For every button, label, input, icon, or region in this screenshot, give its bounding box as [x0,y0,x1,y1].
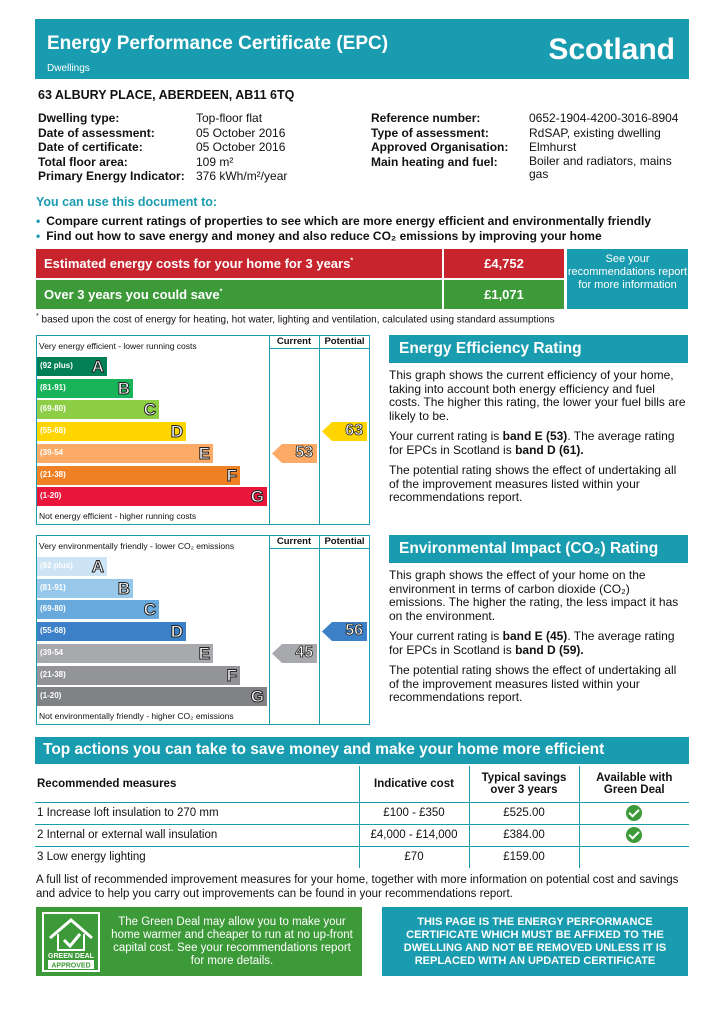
full-list-note: A full list of recommended improvement measures for your home, together with more information on potential cost and savings and advice to help you carry out improvements can be found in your recommendations report. [36,874,679,900]
measure-cell: 3 Low energy lighting [37,851,146,864]
usage-bullets [36,214,651,244]
current-column-header: Current [276,536,312,547]
document-title: Energy Performance Certificate (EPC) [47,33,389,54]
current-band: band E (53) [502,429,568,443]
estimated-costs-label [36,249,442,278]
logo-text-line2: APPROVED [51,962,91,970]
potential-column-header: Potential [324,536,365,547]
band-letter: E [198,643,210,663]
detail-value: 05 October 2016 [196,140,286,154]
graph-divider [269,535,270,725]
average-band: band D (59). [515,642,584,657]
asterisk: * [219,288,223,296]
band-a [37,557,107,576]
column-header: Indicative cost [359,766,469,802]
graph-divider [269,335,270,525]
graph-bottom-label: Not energy efficient - higher running costs [39,511,197,521]
band-letter: A [91,357,104,376]
band-range: (81-91) [40,382,66,392]
graph-divider [319,335,320,525]
text-run: Your current rating is [389,629,503,643]
region-label: Scotland [548,33,675,66]
detail-row [38,126,287,141]
detail-value: Elmhurst [529,140,577,154]
band-g [37,487,267,506]
detail-value: 05 October 2016 [196,125,286,140]
rating-paragraph: The potential rating shows the effect of undertaking all of the improvement measures listed within your recommendations report. [389,463,677,504]
current-column-header: Current [276,336,312,347]
current-rating-arrow [272,644,317,663]
potential-rating-arrow [322,422,367,441]
environmental-rating-text [389,569,687,712]
detail-label: Approved Organisation: [371,140,509,154]
rating-value: 45 [295,643,313,661]
graph-top-label: Very environmentally friendly - lower CO₂ emissions [39,541,235,551]
energy-rating-text [389,369,687,512]
detail-label: Date of assessment: [38,125,155,140]
band-letter: C [143,400,156,420]
graph-bottom-label: Not environmentally friendly - higher CO₂ emissions [39,711,234,721]
logo-text-line1: GREEN DEAL [48,953,94,960]
bullet-icon: • [36,229,41,243]
rating-paragraph [389,430,687,457]
band-letter: A [91,557,104,576]
green-deal-box [36,907,362,976]
detail-value: 0652-1904-4200-3016-8904 [529,111,679,125]
check-icon [626,827,642,843]
band-letter: B [117,378,130,398]
band-g [37,687,267,706]
rating-paragraph: This graph shows the effect of your home on the environment in terms of carbon dioxide (CO₂) emissions. The higher the rating, the less impact it has on the environment. [389,568,679,623]
column-header: Recommended measures [35,766,359,802]
savings-value: £1,071 [444,280,564,309]
detail-row [38,140,287,155]
band-c [37,400,159,419]
detail-row [38,111,287,126]
graph-header-line [269,348,370,349]
band-f [37,666,240,685]
band-range: (69-80) [40,404,66,414]
savings-cell: £384.00 [469,824,579,846]
text-run: . The average rating for EPCs in Scotland is [389,629,675,657]
see-recommendations-note: See your recommendations report for more information [567,249,688,309]
cost-cell: £4,000 - £14,000 [359,824,469,846]
band-range: (21-38) [40,469,66,479]
band-e [37,644,213,663]
check-icon [626,805,642,821]
rating-value: 63 [345,422,363,440]
cost-cell: £100 - £350 [359,802,469,824]
text-run: . The average rating for EPCs in Scotland is [389,429,675,457]
detail-row [371,126,691,141]
column-header: Available with Green Deal [579,766,689,802]
savings-cell: £525.00 [469,802,579,824]
band-range: (39-54 [40,447,64,457]
band-letter: G [250,487,264,507]
rating-paragraph: This graph shows the current efficiency of your home, taking into account both energy efficiency and fuel costs. The higher this rating, the lower your fuel bills are likely to be. [389,368,686,423]
cost-cell: £70 [359,846,469,868]
band-letter: G [250,687,264,707]
detail-row [38,169,287,184]
band-a [37,357,107,376]
band-range: (39-54 [40,647,64,657]
band-range: (21-38) [40,669,66,679]
graph-top-label: Very energy efficient - lower running costs [39,341,197,351]
estimated-costs-value: £4,752 [444,249,564,278]
bullet-item [36,229,651,244]
band-range: (55-68) [40,626,66,636]
rating-value: 53 [295,443,313,461]
detail-value: Top-floor flat [196,111,263,125]
table-row [35,824,689,846]
green-deal-text: The Green Deal may allow you to make your home warmer and cheaper to run at no up-front capital cost. See your recommendations report for more details. [111,916,353,967]
detail-label: Primary Energy Indicator: [38,169,185,183]
text-run: Your current rating is [389,429,503,443]
bullet-text: Compare current ratings of properties to see which are more energy efficient and environmentally friendly [46,214,652,228]
detail-label: Main heating and fuel: [371,154,498,169]
detail-row [371,111,691,126]
detail-label: Dwelling type: [38,111,120,125]
graph-header-line [269,548,370,549]
rating-value: 56 [345,622,363,640]
detail-value: RdSAP, existing dwelling [529,125,661,140]
detail-label: Type of assessment: [371,125,489,140]
estimated-costs-text: Estimated energy costs for your home for 3 years [44,256,351,271]
potential-column-header: Potential [324,336,365,347]
column-header: Typical savings over 3 years [469,766,579,802]
table-row [35,802,689,824]
detail-label: Total floor area: [38,154,128,169]
graph-divider [319,535,320,725]
band-letter: D [170,422,183,442]
asterisk: * [36,313,39,320]
green-deal-logo [42,912,100,972]
band-range: (92 plus) [40,361,73,370]
current-band: band E (45) [502,629,568,643]
document-subtitle: Dwellings [47,63,90,74]
bullet-item [36,214,651,229]
details-right [371,111,691,181]
header-banner [35,19,689,79]
band-range: (55-68) [40,426,66,436]
band-range: (69-80) [40,604,66,614]
savings-text: Over 3 years you could save [44,287,220,302]
savings-cell: £159.00 [469,846,579,868]
band-letter: F [226,665,237,685]
table-row [35,846,689,868]
band-b [37,579,133,598]
recommended-measures-table [35,766,689,868]
cost-footnote [36,313,555,325]
green-deal-cell [579,846,689,868]
top-actions-title: Top actions you can take to save money and make your home more efficient [35,737,689,764]
band-letter: E [198,443,210,463]
average-band: band D (61). [515,442,584,457]
property-address: 63 ALBURY PLACE, ABERDEEN, AB11 6TQ [38,88,295,102]
detail-value: Boiler and radiators, mains gas [529,153,672,181]
band-letter: B [117,578,130,598]
footnote-text: based upon the cost of energy for heating, hot water, lighting and ventilation, calculated using standard assumptions [41,314,555,326]
house-icon [44,914,98,970]
band-d [37,422,186,441]
rating-paragraph: The potential rating shows the effect of undertaking all of the improvement measures listed within your recommendations report. [389,663,677,704]
green-deal-cell [579,802,689,824]
band-range: (92 plus) [40,561,73,570]
details-left [38,111,287,184]
detail-row [371,155,691,181]
detail-label: Reference number: [371,111,481,125]
green-deal-cell [579,824,689,846]
measure-cell: 1 Increase loft insulation to 270 mm [35,802,359,824]
band-range: (81-91) [40,582,66,592]
use-document-heading: You can use this document to: [36,195,218,209]
bullet-text: Find out how to save energy and money and also reduce CO₂ emissions by improving your home [46,229,602,243]
band-f [37,466,240,485]
savings-label [36,280,442,309]
detail-value: 109 m² [196,154,234,169]
band-range: (1-20) [40,491,62,501]
asterisk: * [350,257,354,265]
certificate-notice: THIS PAGE IS THE ENERGY PERFORMANCE CERTIFICATE WHICH MUST BE AFFIXED TO THE DWELLING AND NOT BE REMOVED UNLESS IT IS REPLACED WITH AN UPDATED CERTIFICATE [382,907,688,976]
energy-rating-title: Energy Efficiency Rating [389,335,688,363]
rating-paragraph [389,630,687,657]
table-header-row [35,766,689,802]
band-letter: F [226,465,237,485]
environmental-rating-title: Environmental Impact (CO₂) Rating [389,535,688,563]
band-range: (1-20) [40,691,62,701]
band-b [37,379,133,398]
detail-label: Date of certificate: [38,140,143,154]
detail-value: 376 kWh/m²/year [196,169,288,183]
detail-row [38,155,287,170]
band-e [37,444,213,463]
potential-rating-arrow [322,622,367,641]
measure-cell: 2 Internal or external wall insulation [35,824,359,846]
bullet-icon: • [36,214,41,228]
band-c [37,600,159,619]
band-letter: C [143,600,156,620]
band-d [37,622,186,641]
detail-row [371,140,691,155]
band-letter: D [170,622,183,642]
current-rating-arrow [272,444,317,463]
